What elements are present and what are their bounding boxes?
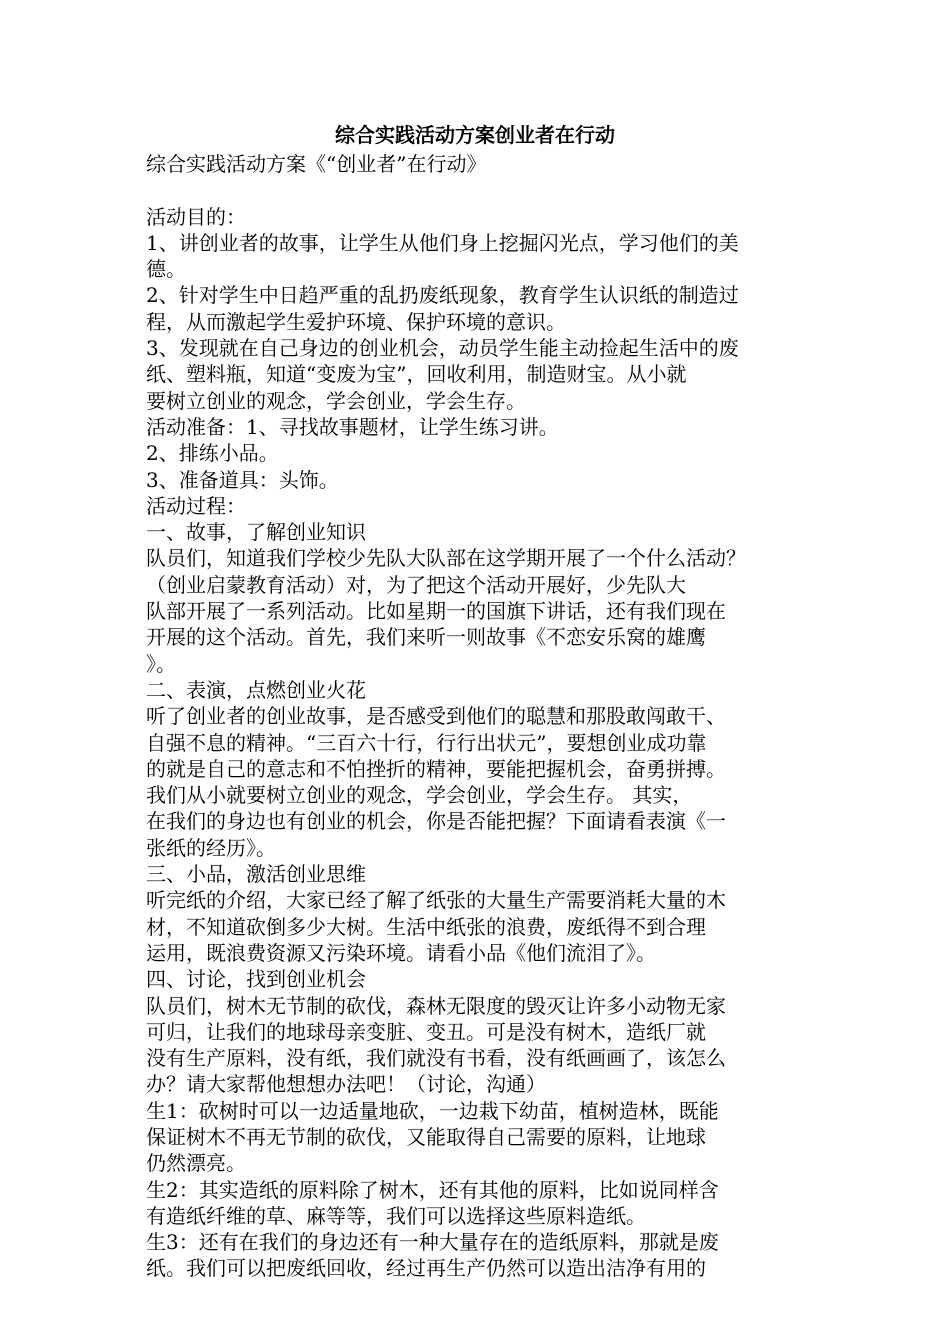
- text-line: 仍然漂亮。: [146, 1151, 246, 1176]
- text-line: 》。: [146, 651, 176, 676]
- text-line: 开展的这个活动。首先，我们来听一则故事《不恋安乐窝的雄鹰: [146, 625, 706, 650]
- text-line: 综合实践活动方案《“创业者”在行动》: [146, 152, 487, 176]
- text-line: 队员们，知道我们学校少先队大队部在这学期开展了一个什么活动？: [146, 546, 746, 571]
- text-line: 纸。我们可以把废纸回收，经过再生产仍然可以造出洁净有用的: [146, 1256, 706, 1281]
- text-line: 生1：砍树时可以一边适量地砍，一边栽下幼苗，植树造林，既能: [146, 1098, 719, 1123]
- text-line: 运用，既浪费资源又污染环境。请看小品《他们流泪了》。: [146, 940, 656, 965]
- text-line: 四、讨论，找到创业机会: [146, 967, 366, 992]
- text-line: 1、讲创业者的故事，让学生从他们身上挖掘闪光点，学习他们的美: [146, 230, 739, 255]
- text-line: 队员们，树木无节制的砍伐，森林无限度的毁灭让许多小动物无家: [146, 993, 726, 1018]
- text-line: 3、发现就在自己身边的创业机会，动员学生能主动捡起生活中的废: [146, 336, 739, 361]
- text-line: 可归，让我们的地球母亲变脏、变丑。可是没有树木，造纸厂就: [146, 1019, 706, 1044]
- text-line: 在我们的身边也有创业的机会，你是否能把握？下面请看表演《一: [146, 809, 726, 834]
- text-line: 生2：其实造纸的原料除了树木，还有其他的原料，比如说同样含: [146, 1177, 719, 1202]
- text-line: 活动准备：1、寻找故事题材，让学生练习讲。: [146, 414, 559, 439]
- text-line: 有造纸纤维的草、麻等等，我们可以选择这些原料造纸。: [146, 1203, 646, 1228]
- text-line: 三、小品，激活创业思维: [146, 862, 366, 887]
- document-title: 综合实践活动方案创业者在行动: [335, 123, 615, 147]
- text-line: 程，从而激起学生爱护环境、保护环境的意识。: [146, 309, 566, 334]
- text-line: 我们从小就要树立创业的观念，学会创业，学会生存。 其实，: [146, 783, 693, 808]
- text-line: 3、准备道具：头饰。: [146, 467, 339, 492]
- text-line: 德。: [146, 257, 186, 282]
- text-line: 2、针对学生中日趋严重的乱扔废纸现象，教育学生认识纸的制造过: [146, 283, 739, 308]
- text-line: 一、故事，了解创业知识: [146, 520, 366, 545]
- text-line: 二、表演，点燃创业火花: [146, 677, 366, 702]
- text-line: 材，不知道砍倒多少大树。生活中纸张的浪费，废纸得不到合理: [146, 914, 706, 939]
- text-line: 2、排练小品。: [146, 441, 279, 466]
- text-line: 活动目的：: [146, 204, 246, 229]
- text-line: 办？请大家帮他想想办法吧！（讨论，沟通）: [146, 1072, 546, 1097]
- text-line: 要树立创业的观念，学会创业，学会生存。: [146, 388, 526, 413]
- text-line: 听完纸的介绍，大家已经了解了纸张的大量生产需要消耗大量的木: [146, 888, 726, 913]
- text-line: 活动过程：: [146, 493, 246, 518]
- text-line: 队部开展了一系列活动。比如星期一的国旗下讲话，还有我们现在: [146, 599, 726, 624]
- document-body: [146, 151, 811, 1282]
- text-line: 纸、塑料瓶，知道“变废为宝”，回收利用，制造财宝。从小就: [146, 362, 687, 387]
- text-line: 没有生产原料，没有纸，我们就没有书看，没有纸画画了，该怎么: [146, 1046, 726, 1071]
- blank-line: [146, 177, 811, 203]
- text-line: 自强不息的精神。“三百六十行，行行出状元”，要想创业成功靠: [146, 730, 707, 755]
- text-line: 的就是自己的意志和不怕挫折的精神，要能把握机会，奋勇拼搏。: [146, 756, 726, 781]
- text-line: 听了创业者的创业故事，是否感受到他们的聪慧和那股敢闯敢干、: [146, 704, 726, 729]
- text-line: 保证树木不再无节制的砍伐，又能取得自己需要的原料，让地球: [146, 1124, 706, 1149]
- text-line: 生3：还有在我们的身边还有一种大量存在的造纸原料，那就是废: [146, 1230, 719, 1255]
- text-line: 张纸的经历》。: [146, 835, 276, 860]
- text-line: （创业启蒙教育活动）对，为了把这个活动开展好，少先队大: [146, 572, 686, 597]
